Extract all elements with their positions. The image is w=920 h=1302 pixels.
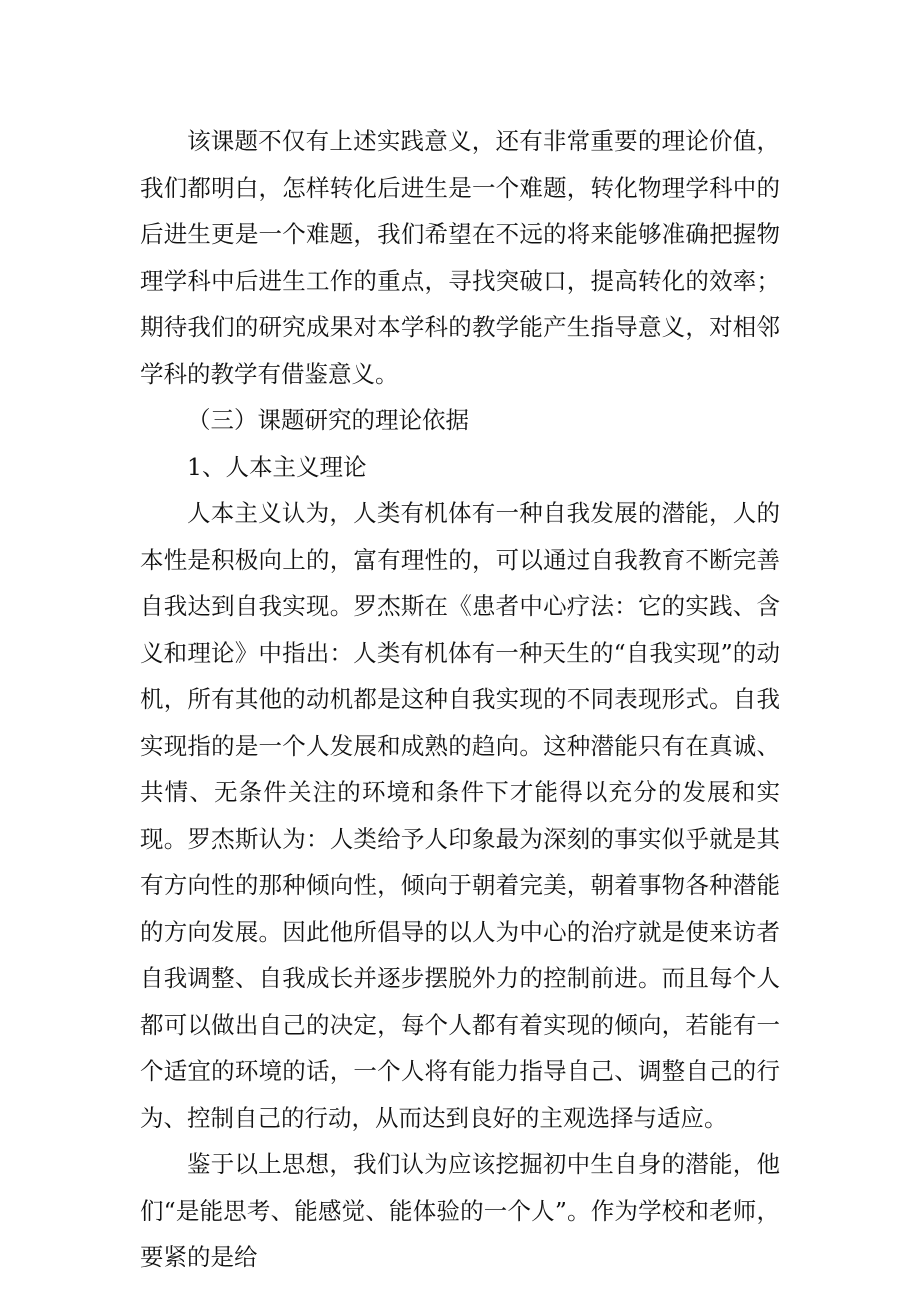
- paragraph-humanism-theory: 人本主义认为，人类有机体有一种自我发展的潜能，人的本性是积极向上的，富有理性的，可以通过自我教育不断完善自我达到自我实现。罗杰斯在《患者中心疗法：它的实践、含义和理论》中指出：人类有机体有一种天生的“自我实现”的动机，所有其他的动机都是这种自我实现的不同表现形式。自我实现指的是一个人发展和成熟的趋向。这种潜能只有在真诚、共情、无条件关注的环境和条件下才能得以充分的发展和实现。罗杰斯认为：人类给予人印象最为深刻的事实似乎就是其有方向性的那种倾向性，倾向于朝着完美，朝着事物各种潜能的方向发展。因此他所倡导的以人为中心的治疗就是使来访者自我调整、自我成长并逐步摆脱外力的控制前进。而且每个人都可以做出自己的决定，每个人都有着实现的倾向，若能有一个适宜的环境的话，一个人将有能力指导自己、调整自己的行为、控制自己的行动，从而达到良好的主观选择与适应。: [140, 499, 780, 1132]
- section-heading-theoretical-basis: （三）课题研究的理论依据: [187, 406, 469, 434]
- paragraph-conclusion: 鉴于以上思想，我们认为应该挖掘初中生自身的潜能，他们“是能思考、能感觉、能体验的一个人”。作为学校和老师，要紧的是给: [140, 1150, 780, 1271]
- paragraph-practical-significance: 该课题不仅有上述实践意义，还有非常重要的理论价值，我们都明白，怎样转化后进生是一个难题，转化物理学科中的后进生更是一个难题，我们希望在不远的将来能够准确把握物理学科中后进生工作的重点，寻找突破口，提高转化的效率；期待我们的研究成果对本学科的教学能产生指导意义，对相邻学科的教学有借鉴意义。: [140, 127, 780, 388]
- document-body: [140, 118, 780, 1281]
- subsection-heading-humanism: 1、人本主义理论: [187, 452, 367, 481]
